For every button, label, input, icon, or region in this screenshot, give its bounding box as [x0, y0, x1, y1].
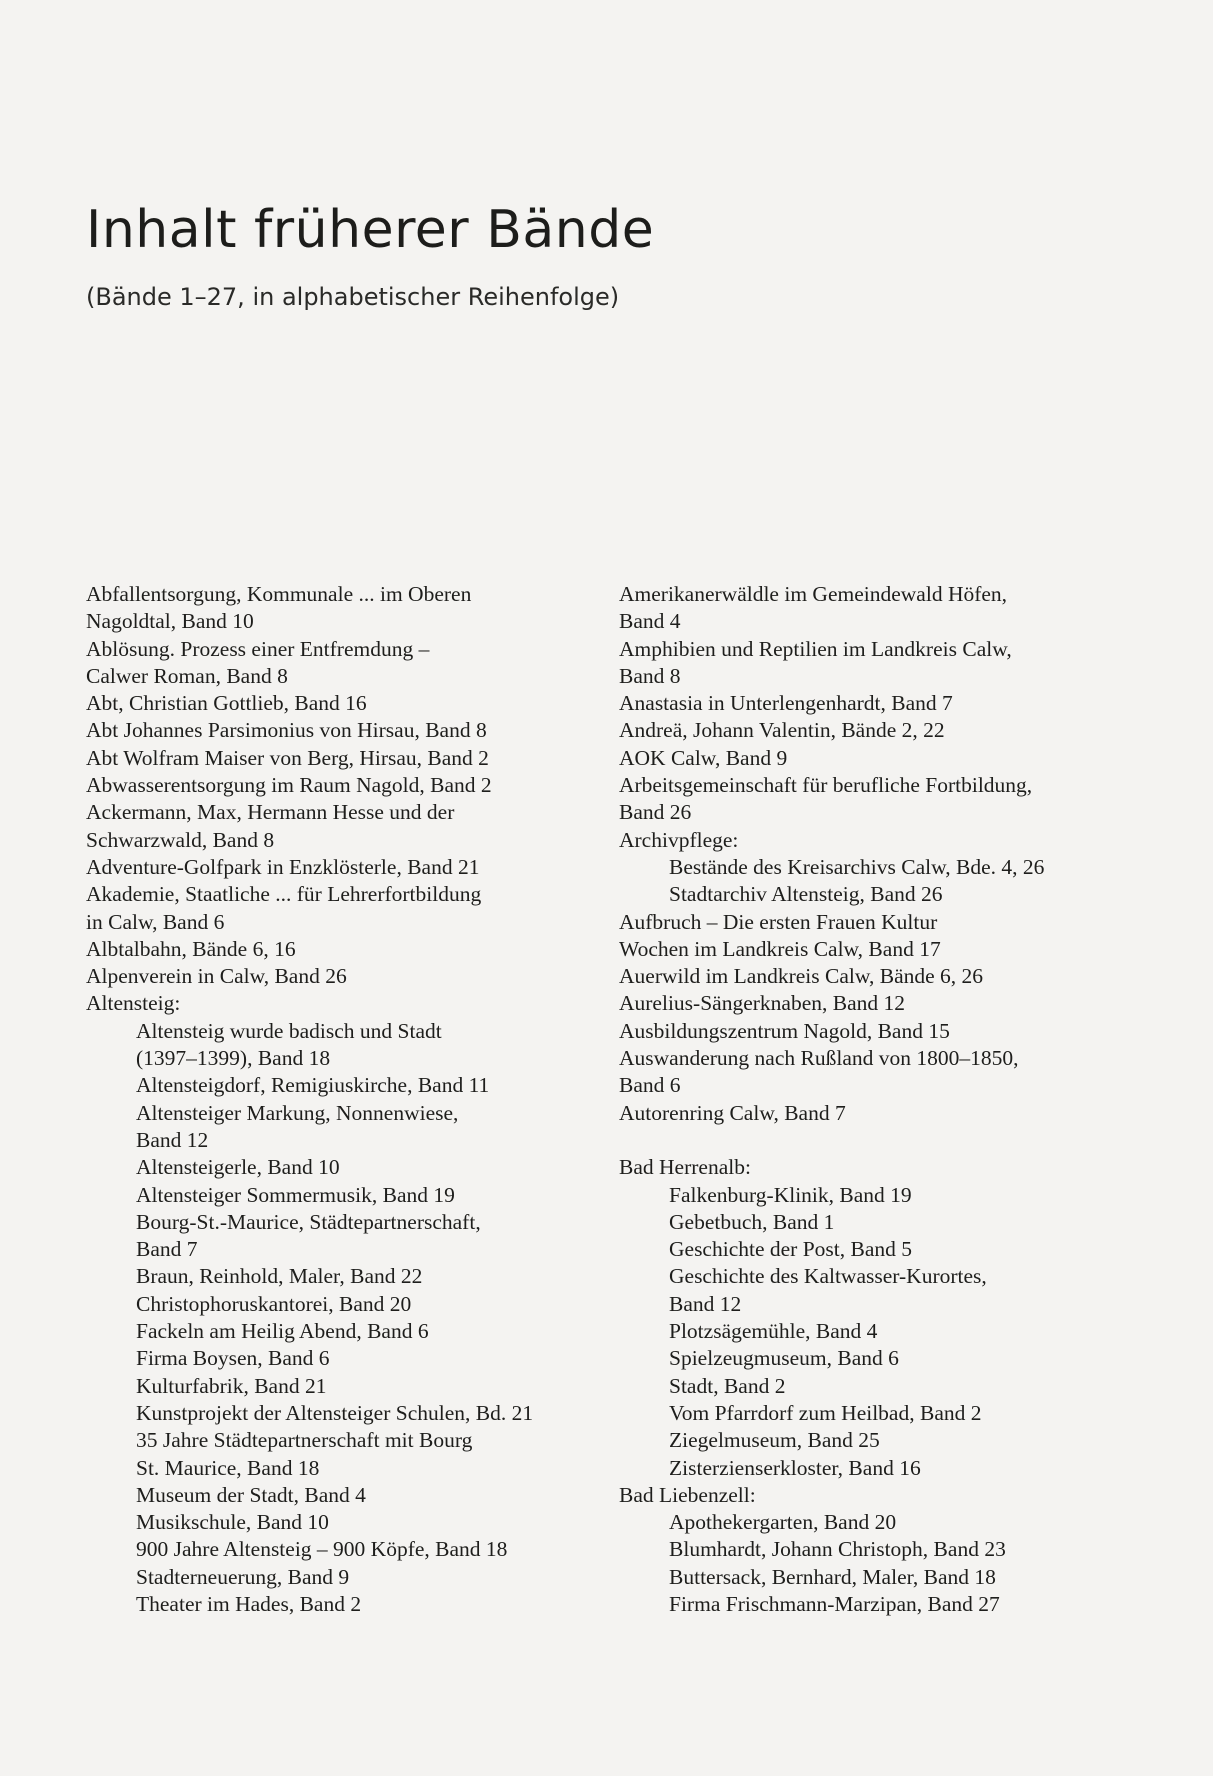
index-entry: Band 4 — [619, 609, 681, 634]
index-subentry: Firma Boysen, Band 6 — [136, 1346, 330, 1371]
index-subentry: Bourg-St.-Maurice, Städtepartnerschaft, — [136, 1209, 481, 1234]
index-entry: Abt Wolfram Maiser von Berg, Hirsau, Band 2 — [86, 745, 489, 770]
index-entry: Abt Johannes Parsimonius von Hirsau, Band 8 — [86, 718, 487, 743]
index-subentry: Geschichte der Post, Band 5 — [669, 1237, 913, 1262]
index-subentry: Altensteiger Sommermusik, Band 19 — [136, 1182, 455, 1207]
index-subentry: St. Maurice, Band 18 — [136, 1455, 320, 1480]
page-subtitle: (Bände 1–27, in alphabetischer Reihenfolge) — [86, 283, 620, 311]
index-subentry: Stadterneuerung, Band 9 — [136, 1564, 350, 1589]
index-subentry: Band 12 — [136, 1127, 209, 1152]
index-entry: Wochen im Landkreis Calw, Band 17 — [619, 936, 941, 961]
index-entry: Altensteig: — [86, 991, 181, 1016]
index-subentry: Firma Frischmann-Marzipan, Band 27 — [669, 1591, 1000, 1616]
index-entry: Andreä, Johann Valentin, Bände 2, 22 — [619, 718, 945, 743]
index-entry: Band 6 — [619, 1073, 681, 1098]
index-entry: Band 26 — [619, 800, 692, 825]
index-entry: Arbeitsgemeinschaft für berufliche Fortbildung, — [619, 773, 1033, 798]
index-entry: Abt, Christian Gottlieb, Band 16 — [86, 691, 367, 716]
index-entry: AOK Calw, Band 9 — [619, 745, 788, 770]
index-entry: Auswanderung nach Rußland von 1800–1850, — [619, 1046, 1019, 1071]
index-subentry: Zisterzienserkloster, Band 16 — [669, 1455, 921, 1480]
index-entry: Amerikanerwäldle im Gemeindewald Höfen, — [619, 582, 1008, 606]
index-subentry: Kulturfabrik, Band 21 — [136, 1373, 327, 1398]
index-entry: Ausbildungszentrum Nagold, Band 15 — [619, 1018, 950, 1043]
index-subentry: (1397–1399), Band 18 — [136, 1046, 331, 1071]
index-entry: Schwarzwald, Band 8 — [86, 827, 275, 852]
index-subentry: Vom Pfarrdorf zum Heilbad, Band 2 — [669, 1400, 982, 1425]
page-title: Inhalt früherer Bände — [86, 200, 655, 260]
index-subentry: Band 12 — [669, 1291, 742, 1316]
index-entry: Abfallentsorgung, Kommunale ... im Oberen — [86, 582, 472, 606]
index-entry: in Calw, Band 6 — [86, 909, 225, 934]
index-entry: Aurelius-Sängerknaben, Band 12 — [619, 991, 905, 1016]
index-subentry: Altensteiger Markung, Nonnenwiese, — [136, 1100, 459, 1125]
index-entry: Anastasia in Unterlengenhardt, Band 7 — [619, 691, 953, 716]
index-subentry: Blumhardt, Johann Christoph, Band 23 — [669, 1537, 1006, 1562]
index-subentry: Altensteig wurde badisch und Stadt — [136, 1018, 442, 1043]
index-entry: Nagoldtal, Band 10 — [86, 609, 254, 634]
index-entry: Archivpflege: — [619, 827, 739, 852]
index-column-right — [619, 581, 1119, 1618]
index-subentry: Museum der Stadt, Band 4 — [136, 1482, 366, 1507]
index-subentry: Ziegelmuseum, Band 25 — [669, 1428, 880, 1453]
index-subentry: Fackeln am Heilig Abend, Band 6 — [136, 1319, 429, 1344]
index-subentry: Geschichte des Kaltwasser-Kurortes, — [669, 1264, 987, 1289]
index-subentry: Altensteigdorf, Remigiuskirche, Band 11 — [136, 1073, 490, 1098]
index-subentry: 35 Jahre Städtepartnerschaft mit Bourg — [136, 1428, 473, 1453]
index-subentry: Altensteigerle, Band 10 — [136, 1155, 340, 1180]
index-subentry: Falkenburg-Klinik, Band 19 — [669, 1182, 912, 1207]
index-entry: Aufbruch – Die ersten Frauen Kultur — [619, 909, 938, 934]
index-subentry: Buttersack, Bernhard, Maler, Band 18 — [669, 1564, 996, 1589]
index-entry: Adventure-Golfpark in Enzklösterle, Band 21 — [86, 854, 480, 879]
index-subentry: Apothekergarten, Band 20 — [669, 1510, 897, 1535]
index-subentry: Theater im Hades, Band 2 — [136, 1591, 362, 1616]
index-entry: Autorenring Calw, Band 7 — [619, 1100, 846, 1125]
index-entry: Akademie, Staatliche ... für Lehrerfortbildung — [86, 882, 482, 907]
index-subentry: Band 7 — [136, 1237, 198, 1262]
index-entry: Auerwild im Landkreis Calw, Bände 6, 26 — [619, 964, 984, 989]
index-subentry: Musikschule, Band 10 — [136, 1510, 329, 1535]
index-entry: Calwer Roman, Band 8 — [86, 663, 288, 688]
index-subentry: Stadtarchiv Altensteig, Band 26 — [669, 882, 943, 907]
index-entry: Alpenverein in Calw, Band 26 — [86, 964, 347, 989]
index-entry: Ackermann, Max, Hermann Hesse und der — [86, 800, 455, 825]
index-entry: Bad Liebenzell: — [619, 1482, 756, 1507]
index-subentry: Plotzsägemühle, Band 4 — [669, 1319, 878, 1344]
index-subentry: Christophoruskantorei, Band 20 — [136, 1291, 412, 1316]
index-subentry: Gebetbuch, Band 1 — [669, 1209, 835, 1234]
index-subentry: Bestände des Kreisarchivs Calw, Bde. 4, 26 — [669, 854, 1045, 879]
index-entry: Albtalbahn, Bände 6, 16 — [86, 936, 296, 961]
index-entry: Amphibien und Reptilien im Landkreis Calw, — [619, 636, 1012, 661]
index-subentry: Spielzeugmuseum, Band 6 — [669, 1346, 899, 1371]
index-subentry: Kunstprojekt der Altensteiger Schulen, Bd. 21 — [136, 1400, 534, 1425]
index-subentry: Braun, Reinhold, Maler, Band 22 — [136, 1264, 423, 1289]
index-subentry: Stadt, Band 2 — [669, 1373, 786, 1398]
index-entry: Abwasserentsorgung im Raum Nagold, Band 2 — [86, 773, 492, 798]
index-column-left — [86, 581, 606, 1618]
index-entry: Ablösung. Prozess einer Entfremdung – — [86, 636, 430, 661]
section-gap — [619, 1127, 1119, 1154]
index-entry: Bad Herrenalb: — [619, 1155, 751, 1180]
index-entry: Band 8 — [619, 663, 681, 688]
index-subentry: 900 Jahre Altensteig – 900 Köpfe, Band 18 — [136, 1537, 508, 1562]
